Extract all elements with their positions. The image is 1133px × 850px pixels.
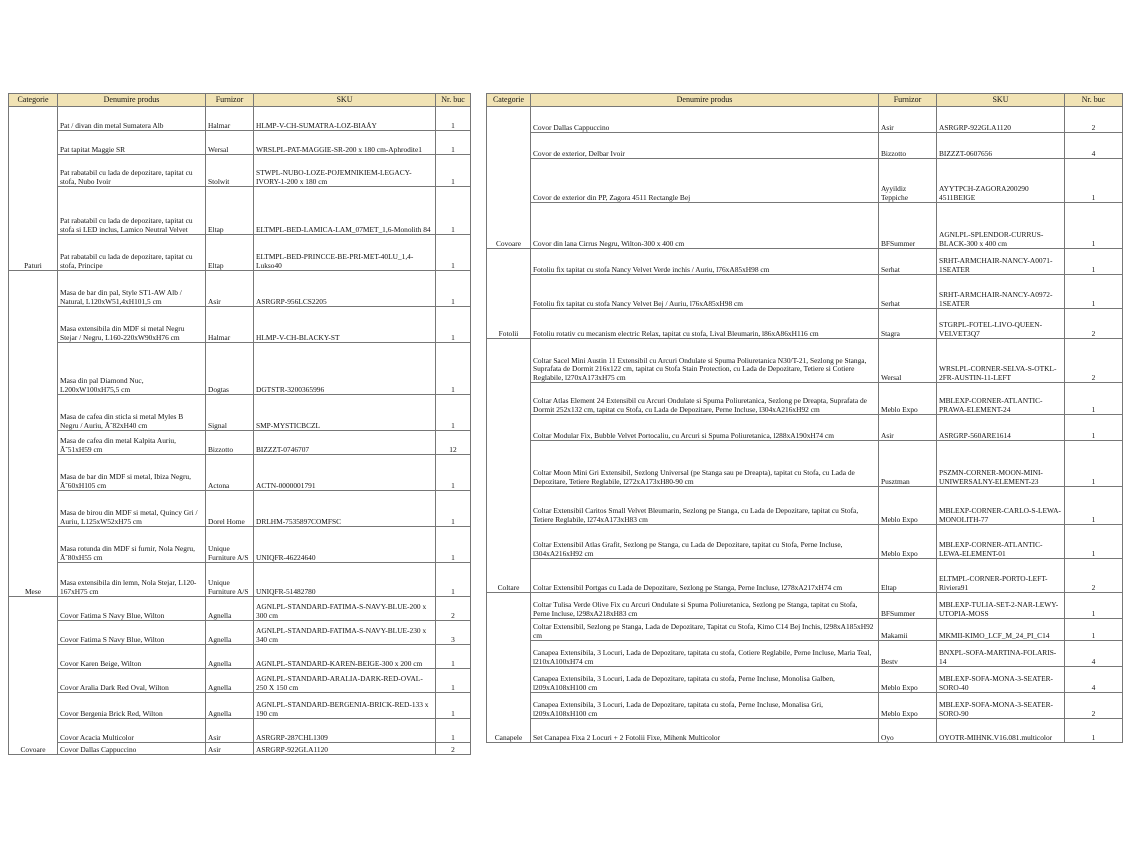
product-name-cell: Masa de cafea din metal Kalpita Auriu, Ã˜51xH59 cm	[58, 431, 206, 455]
supplier-cell: Meblo Expo	[879, 667, 937, 693]
product-name-cell: Masa de bar din pal, Style ST1-AW Alb / Natural, L120xW51,4xH101,5 cm	[58, 271, 206, 307]
supplier-cell: Stagra	[879, 309, 937, 339]
product-name-cell: Coltar Extensibil Portgas cu Lada de Depozitare, Sezlong pe Stanga, Perne Incluse, l278xA217xH74 cm	[531, 559, 879, 593]
quantity-cell: 1	[436, 455, 471, 491]
table-row	[487, 339, 1123, 383]
sku-cell: ASRGRP-287CHL1309	[254, 719, 436, 743]
table-row	[487, 249, 1123, 275]
table-row	[487, 383, 1123, 415]
table-row	[9, 307, 471, 343]
header-denumire: Denumire produs	[531, 94, 879, 107]
supplier-cell: Bizzotto	[879, 133, 937, 159]
product-name-cell: Covor Acacia Multicolor	[58, 719, 206, 743]
supplier-cell: Ayyildiz Teppiche	[879, 159, 937, 203]
quantity-cell: 1	[436, 669, 471, 693]
sku-cell: OYOTR-MIHNK.V16.081.multicolor	[937, 719, 1065, 743]
product-name-cell: Fotoliu fix tapitat cu stofa Nancy Velvet Verde inchis / Auriu, l76xA85xH98 cm	[531, 249, 879, 275]
product-name-cell: Pat tapitat Maggie SR	[58, 131, 206, 155]
table-body-left	[9, 107, 471, 755]
supplier-cell: Bizzotto	[206, 431, 254, 455]
product-name-cell: Coltar Modular Fix, Bubble Velvet Portocaliu, cu Arcuri si Spuma Poliuretanica, l288xA190xH74 cm	[531, 415, 879, 441]
quantity-cell: 1	[1065, 593, 1123, 619]
quantity-cell: 1	[1065, 159, 1123, 203]
sku-cell: SRHT-ARMCHAIR-NANCY-A0071-1SEATER	[937, 249, 1065, 275]
quantity-cell: 1	[1065, 249, 1123, 275]
table-row	[9, 645, 471, 669]
sku-cell: ASRGRP-922GLA1120	[937, 107, 1065, 133]
sku-cell: DRLHM-7535897COMFSC	[254, 491, 436, 527]
quantity-cell: 1	[436, 491, 471, 527]
supplier-cell: Bestv	[879, 641, 937, 667]
table-header-row	[9, 94, 471, 107]
quantity-cell: 4	[1065, 133, 1123, 159]
table-row	[9, 719, 471, 743]
table-row	[9, 155, 471, 187]
product-name-cell: Canapea Extensibila, 3 Locuri, Lada de Depozitare, tapitata cu stofa, Perne Incluse, Monalisa Gri, l209xA108xH100 cm	[531, 693, 879, 719]
supplier-cell: Agnella	[206, 669, 254, 693]
sku-cell: SRHT-ARMCHAIR-NANCY-A0972-1SEATER	[937, 275, 1065, 309]
table-row	[9, 187, 471, 235]
product-name-cell: Coltar Extensibil Caritos Small Velvet Bleumarin, Sezlong pe Stanga, cu Lada de Depozitare, tapitat cu Stofa, Tetiere Reglabile, l274xA173xH83 cm	[531, 487, 879, 525]
supplier-cell: Meblo Expo	[879, 693, 937, 719]
supplier-cell: Dogtas	[206, 343, 254, 395]
quantity-cell: 3	[436, 621, 471, 645]
product-name-cell: Canapea Extensibila, 3 Locuri, Lada de Depozitare, tapitata cu stofa, Cotiere Reglabile, Perne Incluse, Maria Teal, l210xA100xH74 cm	[531, 641, 879, 667]
sku-cell: BIZZZT-0746707	[254, 431, 436, 455]
sku-cell: MBLEXP-SOFA-MONA-3-SEATER-SORO-90	[937, 693, 1065, 719]
product-name-cell: Covor Aralia Dark Red Oval, Wilton	[58, 669, 206, 693]
supplier-cell: Makamii	[879, 619, 937, 641]
sku-cell: AGNLPL-STANDARD-KAREN-BEIGE-300 x 200 cm	[254, 645, 436, 669]
quantity-cell: 2	[436, 743, 471, 755]
quantity-cell: 1	[436, 271, 471, 307]
sku-cell: PSZMN-CORNER-MOON-MINI-UNIWERSALNY-ELEMENT-23	[937, 441, 1065, 487]
product-name-cell: Masa extensibila din MDF si metal Negru Stejar / Negru, L160-220xW90xH76 cm	[58, 307, 206, 343]
inventory-table-left	[8, 93, 471, 755]
quantity-cell: 2	[1065, 693, 1123, 719]
product-name-cell: Fotoliu rotativ cu mecanism electric Relax, tapitat cu stofa, Lival Bleumarin, l86xA86xH116 cm	[531, 309, 879, 339]
quantity-cell: 1	[436, 187, 471, 235]
table-row	[487, 441, 1123, 487]
quantity-cell: 2	[1065, 107, 1123, 133]
sku-cell: ASRGRP-560ARE1614	[937, 415, 1065, 441]
sku-cell: WRSLPL-CORNER-SELVA-S-OTKL-2FR-AUSTIN-11-LEFT	[937, 339, 1065, 383]
product-name-cell: Covor de exterior, Delbar Ivoir	[531, 133, 879, 159]
header-sku: SKU	[937, 94, 1065, 107]
category-cell: Mese	[9, 271, 58, 597]
sku-cell: ACTN-0000001791	[254, 455, 436, 491]
supplier-cell: Dorel Home	[206, 491, 254, 527]
product-name-cell: Masa de bar din MDF si metal, Ibiza Negru, Ã˜60xH105 cm	[58, 455, 206, 491]
quantity-cell: 2	[1065, 309, 1123, 339]
quantity-cell: 1	[436, 693, 471, 719]
table-header-row	[487, 94, 1123, 107]
table-row	[9, 395, 471, 431]
sku-cell: UNIQFR-46224640	[254, 527, 436, 563]
quantity-cell: 1	[436, 235, 471, 271]
table-row	[487, 133, 1123, 159]
table-row	[487, 203, 1123, 249]
category-cell: Canapele	[487, 593, 531, 743]
product-name-cell: Coltar Extensibil Atlas Grafit, Sezlong pe Stanga, cu Lada de Depozitare, tapitat cu Stofa, Perne Incluse, l304xA216xH92 cm	[531, 525, 879, 559]
supplier-cell: Eltap	[206, 187, 254, 235]
sku-cell: SMP-MYSTICBCZL	[254, 395, 436, 431]
quantity-cell: 1	[1065, 415, 1123, 441]
quantity-cell: 1	[1065, 203, 1123, 249]
header-furnizor: Furnizor	[879, 94, 937, 107]
product-name-cell: Coltar Tulisa Verde Olive Fix cu Arcuri Ondulate si Spuma Poliuretanica, Sezlong pe Stanga, tapitat cu Stofa, Perne Incluse, l298xA218xH83 cm	[531, 593, 879, 619]
table-row	[9, 743, 471, 755]
product-name-cell: Covor Fatima S Navy Blue, Wilton	[58, 597, 206, 621]
table-row	[487, 107, 1123, 133]
sku-cell: ASRGRP-956LCS2205	[254, 271, 436, 307]
sku-cell: ELTMPL-BED-PRINCCE-BE-PRI-MET-40LU_1,4-Lukso40	[254, 235, 436, 271]
supplier-cell: Agnella	[206, 621, 254, 645]
product-name-cell: Pat / divan din metal Sumatera Alb	[58, 107, 206, 131]
product-name-cell: Masa de birou din MDF si metal, Quincy Gri / Auriu, L125xW52xH75 cm	[58, 491, 206, 527]
supplier-cell: Asir	[206, 271, 254, 307]
product-name-cell: Coltar Atlas Element 24 Extensibil cu Arcuri Ondulate si Spuma Poliuretanica, Sezlong pe Dreapta, Suprafata de Dormit 252x132 cm, tapitat cu Stofa, cu Lada de Depozitare, Perne Incluse, l304xA216xH92 cm	[531, 383, 879, 415]
table-row	[9, 271, 471, 307]
table-row	[487, 159, 1123, 203]
quantity-cell: 1	[436, 131, 471, 155]
sku-cell: ELTMPL-CORNER-PORTO-LEFT-Riviera91	[937, 559, 1065, 593]
supplier-cell: Agnella	[206, 645, 254, 669]
product-name-cell: Covor Dallas Cappuccino	[531, 107, 879, 133]
quantity-cell: 1	[436, 395, 471, 431]
supplier-cell: Eltap	[879, 559, 937, 593]
table-row	[9, 491, 471, 527]
quantity-cell: 1	[436, 719, 471, 743]
table-row	[487, 487, 1123, 525]
sku-cell: DGTSTR-3200365996	[254, 343, 436, 395]
header-categorie: Categorie	[9, 94, 58, 107]
supplier-cell: Meblo Expo	[879, 487, 937, 525]
product-name-cell: Masa rotunda din MDF si furnir, Nola Negru, Ã˜80xH55 cm	[58, 527, 206, 563]
quantity-cell: 1	[436, 527, 471, 563]
sku-cell: HLMP-V-CH-BLACKY-ST	[254, 307, 436, 343]
product-name-cell: Masa de cafea din sticla si metal Myles B Negru / Auriu, Ã˜82xH40 cm	[58, 395, 206, 431]
product-name-cell: Covor Karen Beige, Wilton	[58, 645, 206, 669]
sku-cell: AGNLPL-STANDARD-BERGENIA-BRICK-RED-133 x 190 cm	[254, 693, 436, 719]
quantity-cell: 2	[1065, 339, 1123, 383]
table-row	[9, 597, 471, 621]
table-row	[487, 309, 1123, 339]
supplier-cell: Signal	[206, 395, 254, 431]
table-row	[487, 415, 1123, 441]
table-row	[9, 343, 471, 395]
product-name-cell: Fotoliu fix tapitat cu stofa Nancy Velvet Bej / Auriu, l76xA85xH98 cm	[531, 275, 879, 309]
supplier-cell: Unique Furniture A/S	[206, 527, 254, 563]
quantity-cell: 1	[436, 155, 471, 187]
sku-cell: AGNLPL-STANDARD-FATIMA-S-NAVY-BLUE-200 x 300 cm	[254, 597, 436, 621]
product-name-cell: Pat rabatabil cu lada de depozitare, tapitat cu stofa, Nubo Ivoir	[58, 155, 206, 187]
quantity-cell: 1	[1065, 275, 1123, 309]
supplier-cell: Serhat	[879, 275, 937, 309]
header-sku: SKU	[254, 94, 436, 107]
supplier-cell: BFSummer	[879, 203, 937, 249]
quantity-cell: 1	[1065, 525, 1123, 559]
supplier-cell: Meblo Expo	[879, 383, 937, 415]
product-name-cell: Coltar Sacel Mini Austin 11 Extensibil cu Arcuri Ondulate si Spuma Poliuretanica N30/T-21, Sezlong pe Stanga, Suprafata de Dormit 216x122 cm, tapitat cu Stofa Stain Protection, cu Lada de Depozitare, Tetiere si Cotiere Reglabile, l270xA173xH75 cm	[531, 339, 879, 383]
supplier-cell: Eltap	[206, 235, 254, 271]
table-row	[9, 107, 471, 131]
sku-cell: UNIQFR-51482780	[254, 563, 436, 597]
table-row	[9, 693, 471, 719]
supplier-cell: Halmar	[206, 307, 254, 343]
category-cell: Paturi	[9, 107, 58, 271]
product-name-cell: Masa extensibila din lemn, Nola Stejar, L120-167xH75 cm	[58, 563, 206, 597]
header-denumire: Denumire produs	[58, 94, 206, 107]
supplier-cell: Halmar	[206, 107, 254, 131]
category-cell: Covoare	[487, 107, 531, 249]
table-row	[9, 431, 471, 455]
quantity-cell: 1	[436, 107, 471, 131]
sku-cell: AYYTPCH-ZAGORA200290 4511BEIGE	[937, 159, 1065, 203]
table-row	[9, 235, 471, 271]
product-name-cell: Covor Dallas Cappuccino	[58, 743, 206, 755]
quantity-cell: 1	[436, 645, 471, 669]
table-row	[487, 641, 1123, 667]
header-categorie: Categorie	[487, 94, 531, 107]
header-nr-buc: Nr. buc	[436, 94, 471, 107]
sku-cell: ASRGRP-922GLA1120	[254, 743, 436, 755]
category-cell: Covoare	[9, 597, 58, 755]
sku-cell: WRSLPL-PAT-MAGGIE-SR-200 x 180 cm-Aphrodite1	[254, 131, 436, 155]
supplier-cell: Agnella	[206, 693, 254, 719]
quantity-cell: 1	[1065, 383, 1123, 415]
table-row	[487, 619, 1123, 641]
quantity-cell: 1	[1065, 719, 1123, 743]
table-row	[487, 593, 1123, 619]
sku-cell: AGNLPL-STANDARD-FATIMA-S-NAVY-BLUE-230 x 340 cm	[254, 621, 436, 645]
product-name-cell: Covor din lana Cirrus Negru, Wilton-300 x 400 cm	[531, 203, 879, 249]
quantity-cell: 1	[1065, 619, 1123, 641]
product-name-cell: Covor de exterior din PP, Zagora 4511 Rectangle Bej	[531, 159, 879, 203]
supplier-cell: Stolwit	[206, 155, 254, 187]
product-name-cell: Canapea Extensibila, 3 Locuri, Lada de Depozitare, tapitata cu stofa, Perne Incluse, Monolisa Galben, l209xA108xH100 cm	[531, 667, 879, 693]
product-name-cell: Set Canapea Fixa 2 Locuri + 2 Fotolii Fixe, Mihenk Multicolor	[531, 719, 879, 743]
product-name-cell: Coltar Moon Mini Gri Extensibil, Sezlong Universal (pe Stanga sau pe Dreapta), tapitat cu Stofa, cu Lada de Depozitare, Tetiere Reglabile, l272xA173xH80-90 cm	[531, 441, 879, 487]
quantity-cell: 2	[436, 597, 471, 621]
quantity-cell: 1	[436, 307, 471, 343]
sku-cell: MBLEXP-CORNER-CARLO-S-LEWA-MONOLITH-77	[937, 487, 1065, 525]
supplier-cell: Serhat	[879, 249, 937, 275]
table-row	[487, 667, 1123, 693]
quantity-cell: 1	[436, 563, 471, 597]
supplier-cell: Wersal	[206, 131, 254, 155]
supplier-cell: Asir	[879, 107, 937, 133]
supplier-cell: Asir	[206, 743, 254, 755]
product-name-cell: Pat rabatabil cu lada de depozitare, tapitat cu stofa, Principe	[58, 235, 206, 271]
quantity-cell: 4	[1065, 667, 1123, 693]
sku-cell: BIZZZT-0607656	[937, 133, 1065, 159]
quantity-cell: 2	[1065, 559, 1123, 593]
sku-cell: HLMP-V-CH-SUMATRA-LOZ-BIAÅY	[254, 107, 436, 131]
table-row	[487, 719, 1123, 743]
table-row	[9, 527, 471, 563]
product-name-cell: Masa din pal Diamond Nuc, L200xW100xH75,5 cm	[58, 343, 206, 395]
supplier-cell: Oyo	[879, 719, 937, 743]
supplier-cell: BFSummer	[879, 593, 937, 619]
header-nr-buc: Nr. buc	[1065, 94, 1123, 107]
table-row	[9, 621, 471, 645]
product-name-cell: Coltar Extensibil, Sezlong pe Stanga, Lada de Depozitare, Tapitat cu Stofa, Kimo C14 Bej Inchis, l298xA185xH92 cm	[531, 619, 879, 641]
category-cell: Fotolii	[487, 249, 531, 339]
sku-cell: AGNLPL-STANDARD-ARALIA-DARK-RED-OVAL-250 X 150 cm	[254, 669, 436, 693]
supplier-cell: Asir	[206, 719, 254, 743]
table-row	[9, 563, 471, 597]
supplier-cell: Wersal	[879, 339, 937, 383]
table-row	[487, 525, 1123, 559]
sku-cell: STGRPL-FOTEL-LIVO-QUEEN-VELVET3Q7	[937, 309, 1065, 339]
table-body-right	[487, 107, 1123, 743]
supplier-cell: Agnella	[206, 597, 254, 621]
table-row	[487, 693, 1123, 719]
quantity-cell: 1	[436, 343, 471, 395]
supplier-cell: Unique Furniture A/S	[206, 563, 254, 597]
quantity-cell: 12	[436, 431, 471, 455]
quantity-cell: 4	[1065, 641, 1123, 667]
sku-cell: ELTMPL-BED-LAMICA-LAM_07MET_1,6-Monolith 84	[254, 187, 436, 235]
table-row	[487, 275, 1123, 309]
supplier-cell: Meblo Expo	[879, 525, 937, 559]
supplier-cell: Actona	[206, 455, 254, 491]
table-row	[9, 455, 471, 491]
sku-cell: MBLEXP-TULIA-SET-2-NAR-LEWY-UTOPIA-MOSS	[937, 593, 1065, 619]
supplier-cell: Pusztman	[879, 441, 937, 487]
sku-cell: MKMII-KIMO_LCF_M_24_PI_C14	[937, 619, 1065, 641]
sku-cell: MBLEXP-SOFA-MONA-3-SEATER-SORO-40	[937, 667, 1065, 693]
header-furnizor: Furnizor	[206, 94, 254, 107]
sku-cell: STWPL-NUBO-LOZE-POJEMNIKIEM-LEGACY-IVORY-1-200 x 180 cm	[254, 155, 436, 187]
quantity-cell: 1	[1065, 441, 1123, 487]
product-name-cell: Covor Fatima S Navy Blue, Wilton	[58, 621, 206, 645]
supplier-cell: Asir	[879, 415, 937, 441]
sku-cell: AGNLPL-SPLENDOR-CURRUS-BLACK-300 x 400 cm	[937, 203, 1065, 249]
table-row	[487, 559, 1123, 593]
sku-cell: MBLEXP-CORNER-ATLANTIC-LEWA-ELEMENT-01	[937, 525, 1065, 559]
inventory-table-right	[486, 93, 1123, 743]
table-row	[9, 131, 471, 155]
sku-cell: MBLEXP-CORNER-ATLANTIC-PRAWA-ELEMENT-24	[937, 383, 1065, 415]
sku-cell: BNXPL-SOFA-MARTINA-FOLARIS-14	[937, 641, 1065, 667]
category-cell: Coltare	[487, 339, 531, 593]
product-name-cell: Covor Bergenia Brick Red, Wilton	[58, 693, 206, 719]
table-row	[9, 669, 471, 693]
product-name-cell: Pat rabatabil cu lada de depozitare, tapitat cu stofa si LED inclus, Lamico Neutral Velvet	[58, 187, 206, 235]
quantity-cell: 1	[1065, 487, 1123, 525]
